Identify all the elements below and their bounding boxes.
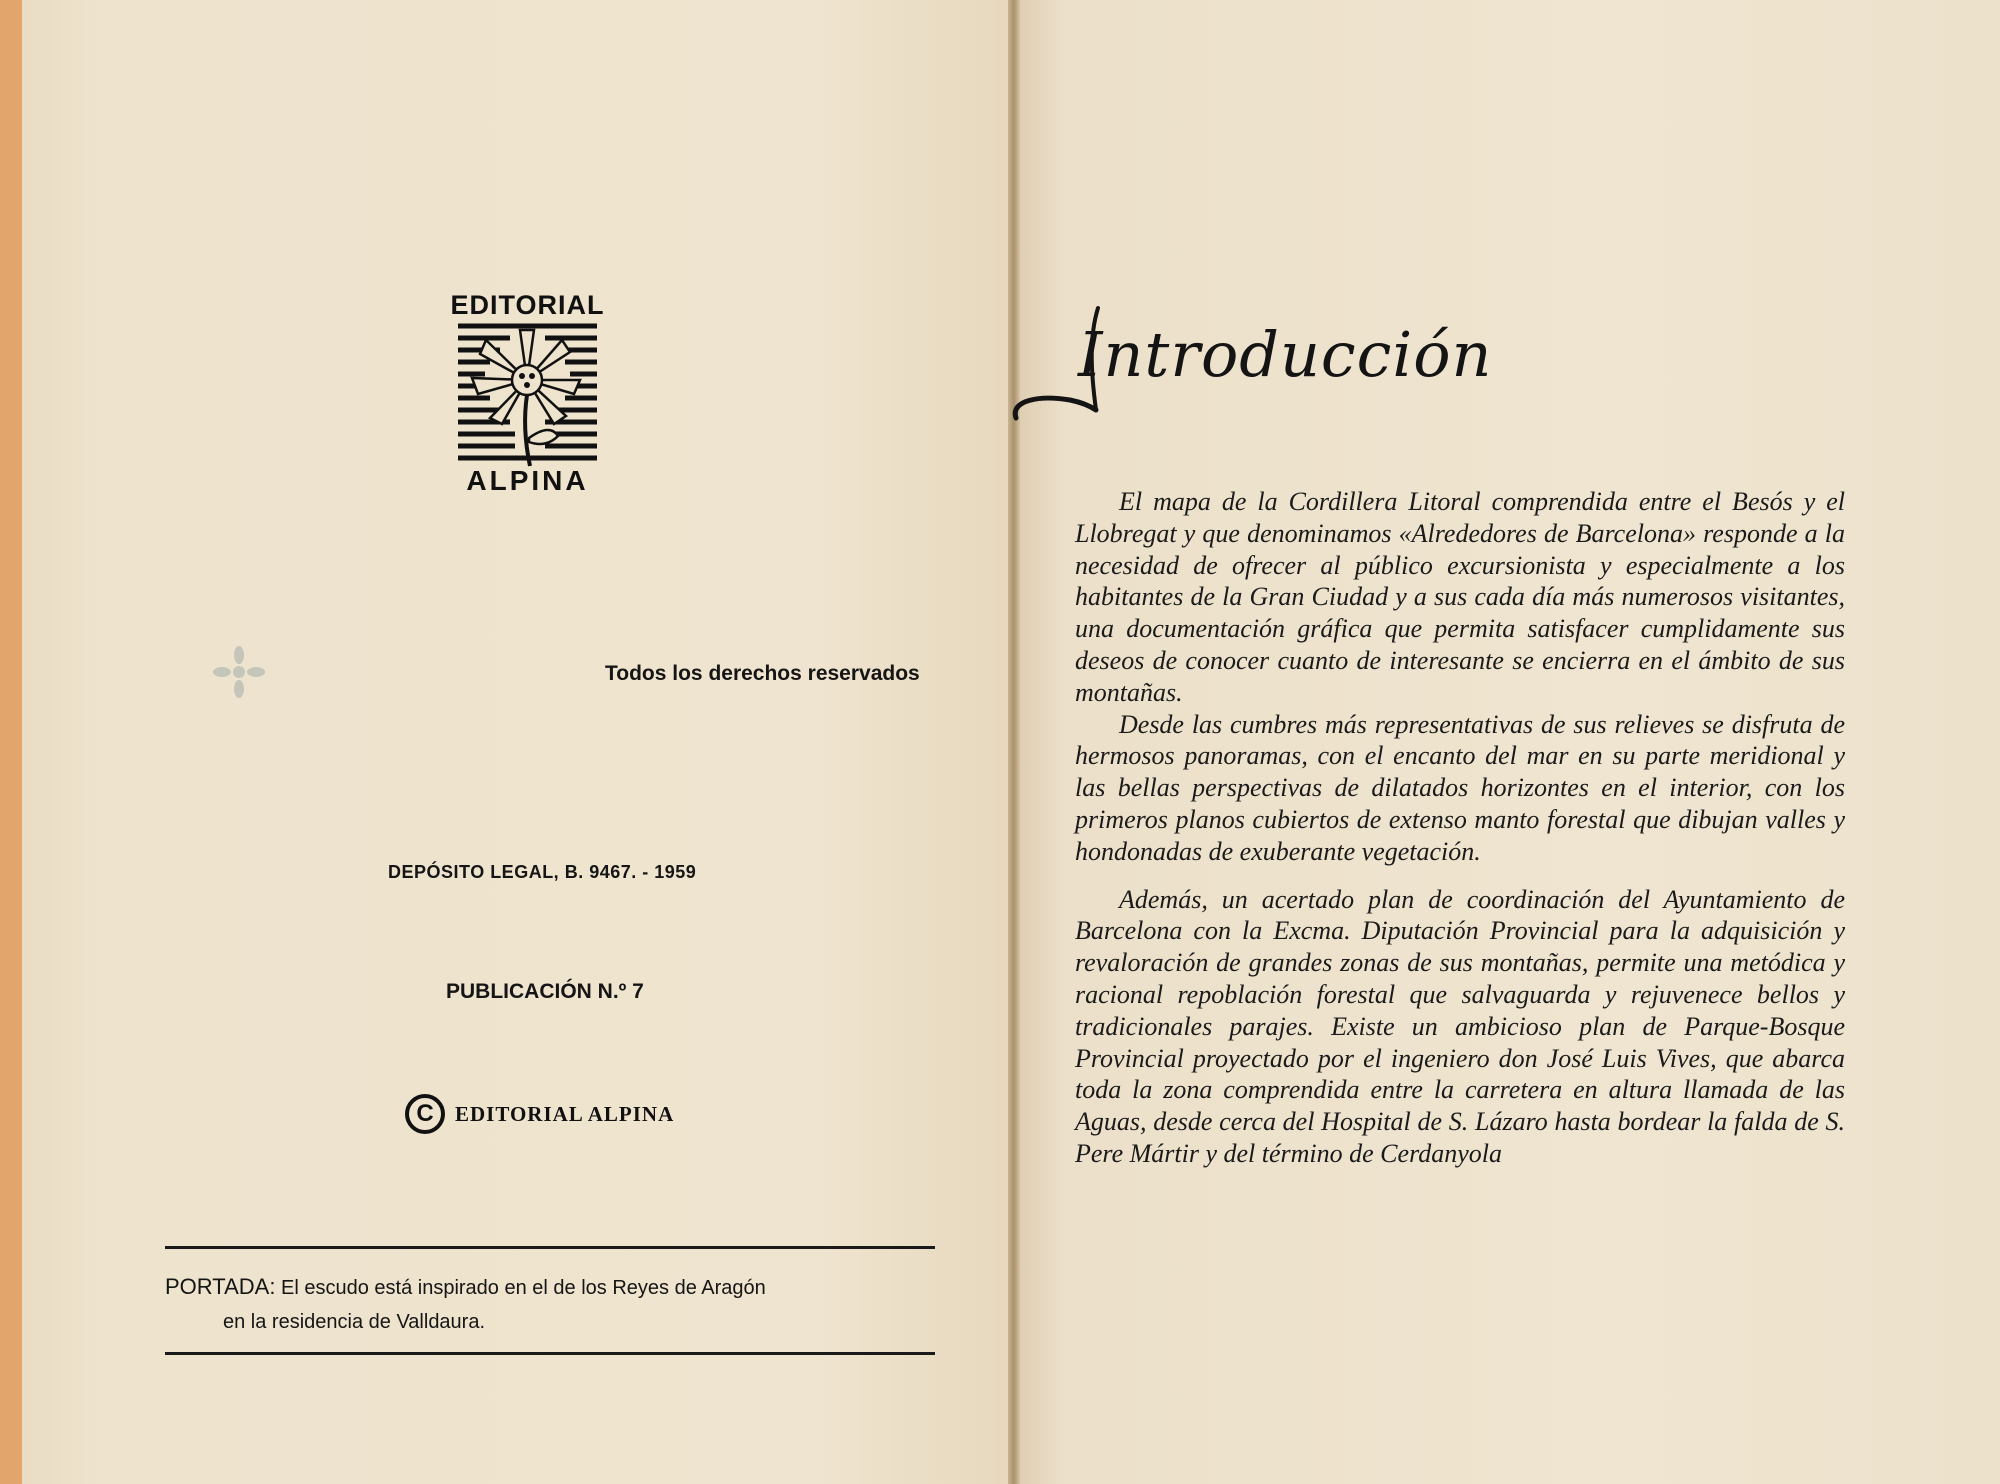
copyright-holder: EDITORIAL ALPINA (455, 1101, 675, 1126)
paragraph-2: Desde las cumbres más representativas de sus relieves se disfruta de hermosos panoramas, con el encanto del mar en su parte meridional y las bellas perspectivas de dilatados horizontes en el interior, con los primeros planos cubiertos de extenso manto forestal que dibujan valles y hondonadas de exuberante vegetación. (1075, 709, 1845, 866)
fleuron-ornament-icon (212, 645, 266, 699)
cover-note-line-1 (165, 1270, 935, 1305)
divider-top (165, 1246, 935, 1249)
paragraph-1: El mapa de la Cordillera Litoral comprendida entre el Besós y el Llobregat y que denominamos «Alrededores de Barcelona» responde a la necesidad de ofrecer al público excursionista y especialmente a los habitantes de la Gran Ciudad y a sus cada día más numerosos visitantes, una documentación gráfica que permita satisfacer cumplidamente sus deseos de conocer cuanto de interesante se encierra en el ámbito de sus montañas. (1075, 487, 1845, 707)
legal-deposit-text: DEPÓSITO LEGAL, B. 9467. - 1959 (388, 862, 697, 882)
paragraph-3: Además, un acertado plan de coordinación del Ayuntamiento de Barcelona con la Excma. Diputación Provincial para la adquisición y revaloración de grandes zonas de sus montañas, permite una metódica y racional repoblación forestal que salvaguarda y rejuvenece bellos y tradicionales parajes. Existe un ambicioso plan de Parque-Bosque Provincial proyectado por el ingeniero don José Luis Vives, que abarca toda la zona comprendida entre la carretera en altura llamada de las Aguas, desde cerca del Hospital de S. Lázaro hasta bordear la falda de S. Pere Mártir y del término de Cerdanyola (1075, 884, 1845, 1168)
edelweiss-flower-icon (450, 318, 605, 468)
publisher-logo (450, 290, 605, 500)
logo-top-text: EDITORIAL (450, 290, 605, 320)
left-page (22, 0, 1014, 1484)
divider-bottom (165, 1352, 935, 1355)
introduction-title: Introducción (1078, 318, 1493, 391)
copyright-line (405, 1094, 674, 1134)
cover-note-label: PORTADA: (165, 1274, 276, 1299)
copyright-icon: C (405, 1094, 445, 1134)
introduction-body (1075, 486, 1845, 1170)
book-spine (1008, 0, 1020, 1484)
cover-note-text-1: El escudo está inspirado en el de los Reyes de Aragón (281, 1277, 766, 1299)
logo-bottom-text: ALPINA (466, 465, 589, 496)
cover-note (165, 1270, 935, 1339)
rights-reserved-text: Todos los derechos reservados (605, 662, 920, 685)
cover-note-line-2: en la residencia de Valldaura. (223, 1311, 486, 1333)
publication-number: PUBLICACIÓN N.º 7 (446, 980, 644, 1003)
